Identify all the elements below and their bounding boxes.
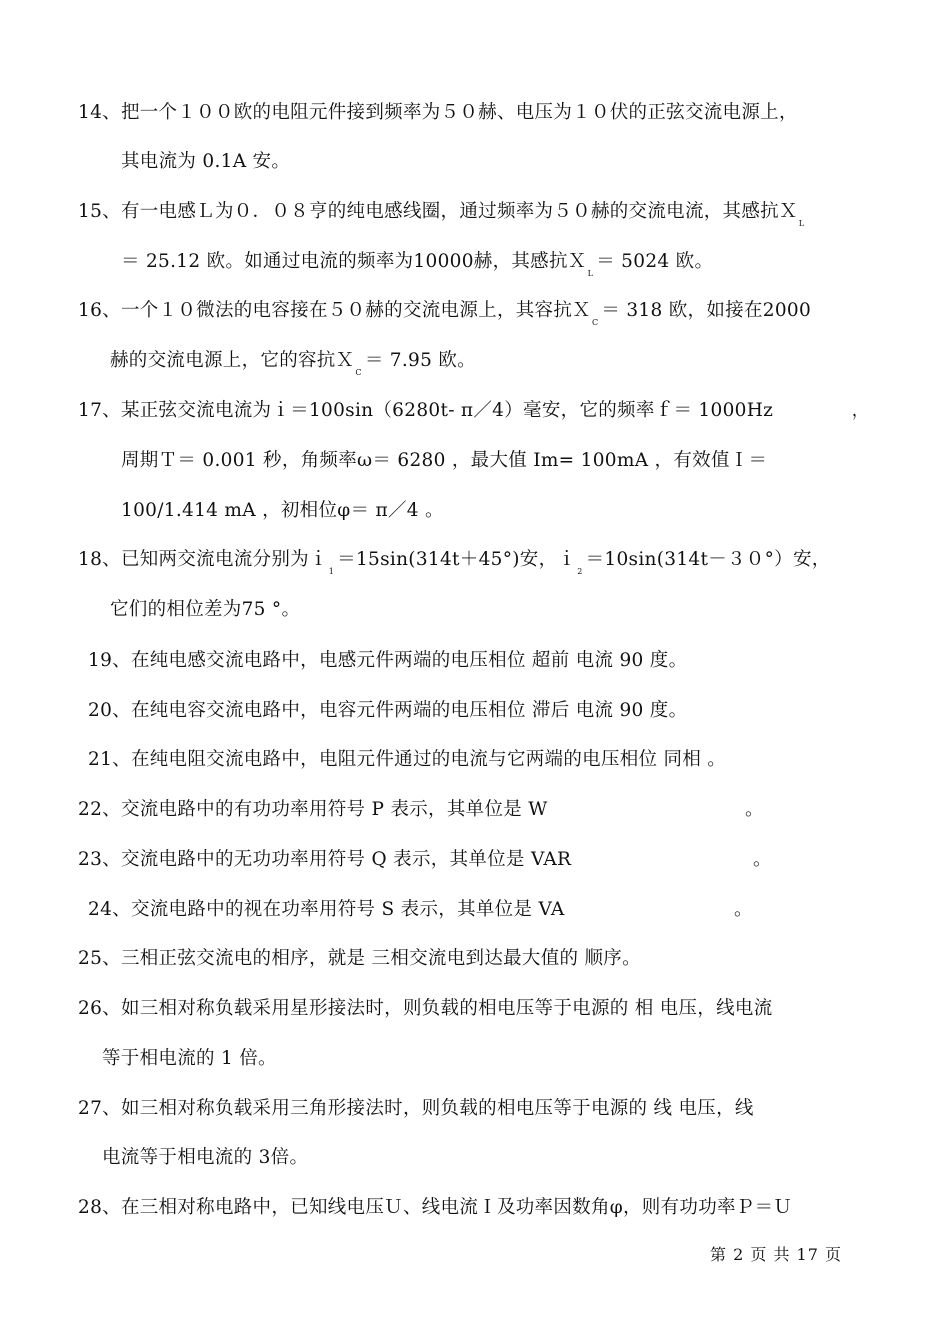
q23-end [753,848,772,872]
q21-line [88,748,726,772]
q27-line1 [78,1097,754,1121]
text: ＝ 5024 欧。 [596,251,714,272]
text: 。 [753,849,772,870]
subscript: L [587,269,594,278]
text: 。 [745,799,764,820]
text: 18、已知两交流电流分别为ｉ [78,549,328,570]
q18-line2 [110,598,300,622]
q14-line2 [121,150,290,174]
text: ＝10sin(314t－３０°）安， [585,549,831,570]
q23-line [78,848,571,872]
subscript: 2 [577,567,583,576]
text: 周期Ｔ＝ 0.001 秒，角频率ω＝ 6280 ，最大值 Im= 100mA ，有效值Ｉ＝ [121,450,768,471]
text: 其电流为 0.1A 安。 [121,151,291,172]
text: ＝15sin(314t＋45°)安，ｉ [337,549,577,570]
q25-line [78,947,641,971]
subscript: L [798,219,805,228]
text: 14、把一个１００欧的电阻元件接到频率为５０赫、电压为１０伏的正弦交流电源上， [78,102,798,123]
q15-line1 [78,200,807,236]
q16-line1 [78,299,811,335]
q17-line3 [121,499,444,523]
text: 22、交流电路中的有功功率用符号 P 表示，其单位是 W [78,799,548,820]
subscript: C [355,368,362,377]
text: 21、在纯电阻交流电路中，电阻元件通过的电流与它两端的电压相位 同相 。 [88,749,727,770]
text: 它们的相位差为75 °。 [110,599,301,620]
q26-line1 [78,997,773,1021]
text: 。 [734,899,753,920]
q26-line2 [102,1047,277,1071]
q27-line2 [102,1146,308,1170]
text: 20、在纯电容交流电路中，电容元件两端的电压相位 滞后 电流 90 度。 [88,700,688,721]
text: 电流等于相电流的 3倍。 [102,1147,309,1168]
text: 等于相电流的 1 倍。 [102,1048,277,1069]
q19-line [88,649,687,673]
text: 100/1.414 mA ，初相位φ＝ π／4 。 [121,500,444,521]
q16-line2 [110,349,476,385]
page-number: 第 2 页 共 17 页 [710,1245,842,1264]
text: 赫的交流电源上，它的容抗Ｘ [110,350,355,371]
q24-line [88,898,565,922]
q24-end [734,898,753,922]
text: ， [852,400,868,421]
text: ＝ 318 欧，如接在2000 [601,300,812,321]
text: 17、某正弦交流电流为ｉ＝100sin（6280t- π／4）毫安，它的频率ｆ＝ 1000Hz [78,400,774,421]
text: 26、如三相对称负载采用星形接法时，则负载的相电压等于电源的 相 电压，线电流 [78,998,773,1019]
text: 28、在三相对称电路中，已知线电压Ｕ、线电流Ｉ及功率因数角φ，则有功功率Ｐ＝Ｕ [78,1197,793,1218]
text: 27、如三相对称负载采用三角形接法时，则负载的相电压等于电源的 线 电压，线 [78,1098,754,1119]
q22-end [745,798,764,822]
q17-line1 [78,399,773,423]
q18-line1 [78,548,831,584]
text: 16、一个１０微法的电容接在５０赫的交流电源上，其容抗Ｘ [78,300,591,321]
text: 23、交流电路中的无功功率用符号 Q 表示，其单位是 VAR [78,849,572,870]
q17-comma [852,399,868,423]
subscript: C [591,318,599,327]
q22-line [78,798,548,822]
subscript: 1 [328,567,335,576]
q17-line2 [121,449,767,473]
text: 19、在纯电感交流电路中，电感元件两端的电压相位 超前 电流 90 度。 [88,650,688,671]
q14-line1 [78,101,860,125]
text: 15、有一电感Ｌ为０．０８亨的纯电感线圈，通过频率为５０赫的交流电流，其感抗Ｘ [78,201,798,222]
text: ＝ 7.95 欧。 [364,350,476,371]
q20-line [88,699,687,723]
text: ＝ 25.12 欧。如通过电流的频率为10000赫，其感抗Ｘ [121,251,587,272]
text: 25、三相正弦交流电的相序，就是 三相交流电到达最大值的 顺序。 [78,948,641,969]
q15-line2 [121,250,713,286]
text: 24、交流电路中的视在功率用符号 S 表示，其单位是 VA [88,899,565,920]
q28-line1 [78,1196,792,1220]
